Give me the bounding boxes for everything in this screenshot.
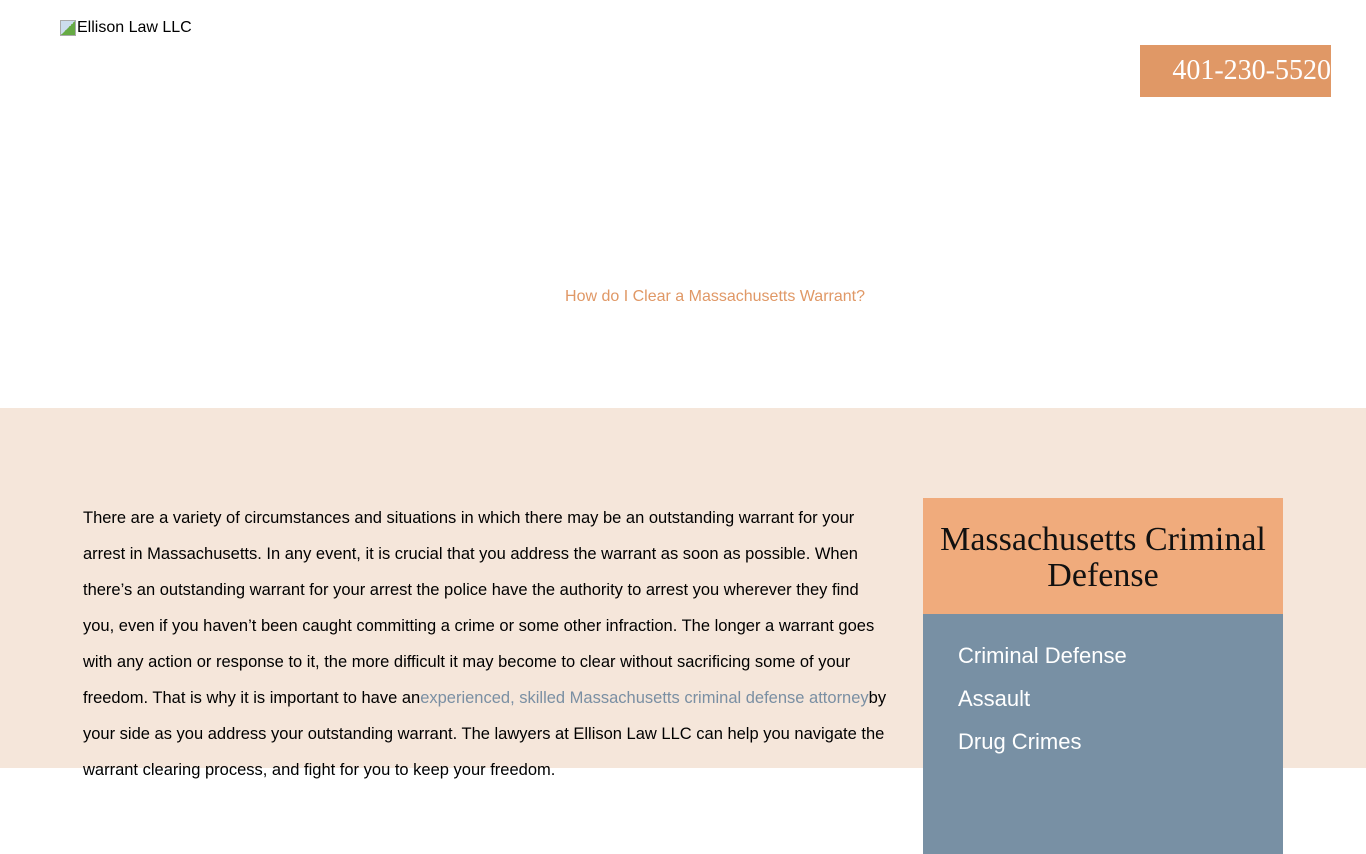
paragraph-text-cont: by your side as you address your outstanding warrant. The lawyers at Ellison Law LLC can help you navigate the warrant clearing process, and fight for you to keep your freedom. (83, 689, 887, 779)
sidebar-title: Massachusetts Criminal Defense (923, 498, 1283, 614)
phone-button[interactable]: 401-230-5520 (1140, 45, 1331, 97)
paragraph-text: There are a variety of circumstances and situations in which there may be an outstanding warrant for your arrest in Massachusetts. In any event, it is crucial that you address the warrant as soon as possible. When there’s an outstanding warrant for your arrest the police have the authority to arrest you wherever they find you, even if you haven’t been caught committing a crime or some other infraction. The longer a warrant goes with any action or response to it, the more difficult it may become to clear without sacrificing some of your freedom. That is why it is important to have an (83, 509, 875, 707)
article-text (83, 500, 893, 788)
sidebar-item-assault[interactable]: Assault (958, 686, 1031, 711)
sidebar-item-drug-crimes[interactable]: Drug Crimes (958, 729, 1082, 754)
main-content (0, 408, 1366, 779)
attorney-link[interactable]: experienced, skilled Massachusetts criminal defense attorney (420, 689, 869, 707)
logo[interactable] (60, 19, 192, 37)
sidebar-list (923, 614, 1283, 854)
logo-alt-text: Ellison Law LLC (77, 19, 192, 36)
sidebar-item-criminal-defense[interactable]: Criminal Defense (958, 643, 1127, 668)
page-breadcrumb[interactable]: How do I Clear a Massachusetts Warrant? (565, 288, 865, 305)
header (0, 0, 1366, 408)
sidebar (923, 498, 1283, 854)
broken-image-icon (60, 20, 76, 36)
